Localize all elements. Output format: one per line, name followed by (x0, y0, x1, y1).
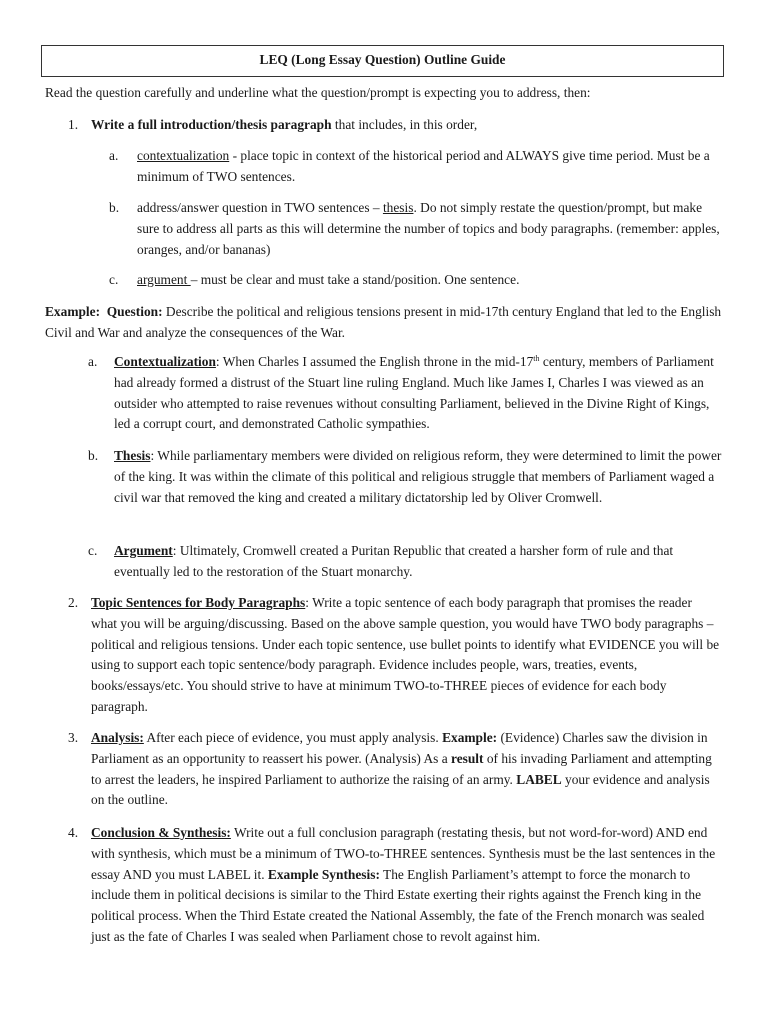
item-text: - place topic in context of the historical period and ALWAYS give time period. Must be a minimum of TWO sentences. (137, 148, 710, 184)
step-3-number: 3. (68, 730, 79, 745)
step-3-paragraph (91, 728, 721, 811)
item-text: – must be clear and must take a stand/position. One sentence. (190, 272, 520, 287)
step-3-text-cont2: of his invading Parliament and attempting to arrest the leaders, he inspired Parliament to authorize the raising of an army. (91, 750, 712, 787)
item-text: Ultimately, Cromwell created a Puritan Republic that created a harsher form of rule and that eventually led to the restoration of the Stuart monarchy. (114, 543, 674, 579)
step-1-text: that includes, in this order, (331, 117, 478, 132)
step-1-item-c (109, 270, 722, 291)
step-3-text: After each piece of evidence, you must apply analysis. (143, 730, 443, 745)
step-4-heading: Conclusion & Synthesis: (91, 825, 231, 840)
ordinal-superscript: th (533, 354, 540, 363)
step-4-text-cont: The English Parliament’s attempt to force the monarch to include them in political decisions is similar to the Third Estate exerting their rights against the French king in the political process. When the Third Estate created the National Assembly, the fate of the French monarch was sealed just as the fate of Charles I was sealed when Parliament chose to revolt against him. (91, 866, 705, 944)
item-letter: a. (109, 148, 119, 163)
question-label: Question: (106, 304, 163, 319)
step-2-heading: Topic Sentences for Body Paragraphs (91, 595, 306, 610)
step-3-heading: Analysis: (91, 730, 144, 745)
intro-text: Read the question carefully and underline what the question/prompt is expecting you to address, then: (45, 85, 591, 100)
item-text-cont: century, members of Parliament had already formed a distrust of the Stuart line ruling England. Much like James I, Charles I was viewed as an outsider who attempted to raise revenues without consulting Parliament, believed in the Divine Right of Kings, led a corrupt court, and demonstrated Catholic sympathies. (114, 354, 714, 432)
step-2-number: 2. (68, 595, 79, 610)
term-thesis: thesis (382, 200, 414, 215)
page-title: LEQ (Long Essay Question) Outline Guide (41, 45, 724, 77)
step-4-paragraph (91, 823, 721, 948)
step-3-text-cont: (Evidence) Charles saw the division in Parliament as an opportunity to reassert his power. (Analysis) As a (91, 730, 708, 766)
example-item-c (88, 541, 724, 583)
item-letter: b. (88, 448, 99, 463)
item-colon: : (215, 354, 220, 369)
step-1-number: 1. (68, 117, 79, 132)
step-4-number: 4. (68, 825, 79, 840)
step-1-item-b (109, 198, 722, 260)
question-text: Describe the political and religious tensions present in mid-17th century England that led to the English Civil and War and analyze the consequences of the War. (45, 304, 722, 340)
step-3-text-end: your evidence and analysis on the outline. (91, 771, 710, 808)
step-2-text: : Write a topic sentence of each body paragraph that promises the reader what you will be arguing/discussing. Based on the above sample question, you would have TWO body paragraphs – political and religious tensions. Under each topic sentence, use bullet points to identify what EVIDENCE you will be using to support each topic sentence/body paragraph. Evidence includes people, wars, treaties, events, books/essays/etc. You should strive to have at minimum TWO-to-THREE pieces of evidence for each body paragraph. (91, 595, 720, 714)
example-label: Example: (45, 304, 101, 319)
item-text: When Charles I assumed the English throne in the mid-17 (219, 354, 534, 369)
term-argument: argument (137, 272, 191, 287)
item-colon: : (150, 448, 155, 463)
synthesis-label: Example Synthesis: (267, 866, 380, 882)
item-letter: b. (109, 200, 120, 215)
step-3-example-label: Example: (442, 730, 498, 745)
step-1-heading: Write a full introduction/thesis paragraph (91, 117, 332, 132)
item-letter: c. (88, 543, 98, 558)
item-letter: a. (88, 354, 98, 369)
item-colon: : (172, 543, 177, 558)
term-argument-bold: Argument (114, 543, 173, 558)
step-4-text: Write out a full conclusion paragraph (restating thesis, but not word-for-word) AND end with synthesis, which must be a minimum of TWO-to-THREE sentences. Synthesis must be the last sentences in the essay AND you must LABEL it. (91, 825, 716, 882)
item-letter: c. (109, 272, 119, 287)
term-contextualization: contextualization (137, 148, 230, 163)
step-1-heading-line (91, 115, 731, 136)
step-2-paragraph (91, 593, 721, 718)
label-word: LABEL (516, 771, 562, 787)
result-word: result (451, 750, 484, 766)
item-text: While parliamentary members were divided on religious reform, they were determined to limit the power of the king. It was within the climate of this political and religious struggle that members of Parliament waged a civil war that removed the king and created a military dictatorship led by Oliver Cromwell. (114, 448, 722, 505)
example-question (45, 302, 735, 344)
item-text: . Do not simply restate the question/prompt, but make sure to address all parts as this will determine the number of topics and body paragraphs. (remember: apples, oranges, and/or bananas) (137, 200, 720, 257)
term-thesis-bold: Thesis (114, 448, 151, 463)
item-text-pre: address/answer question in TWO sentences – (137, 200, 383, 215)
term-contextualization-bold: Contextualization (114, 354, 216, 369)
step-1-item-a (109, 146, 722, 188)
example-item-a (88, 352, 724, 435)
example-item-b (88, 446, 724, 508)
